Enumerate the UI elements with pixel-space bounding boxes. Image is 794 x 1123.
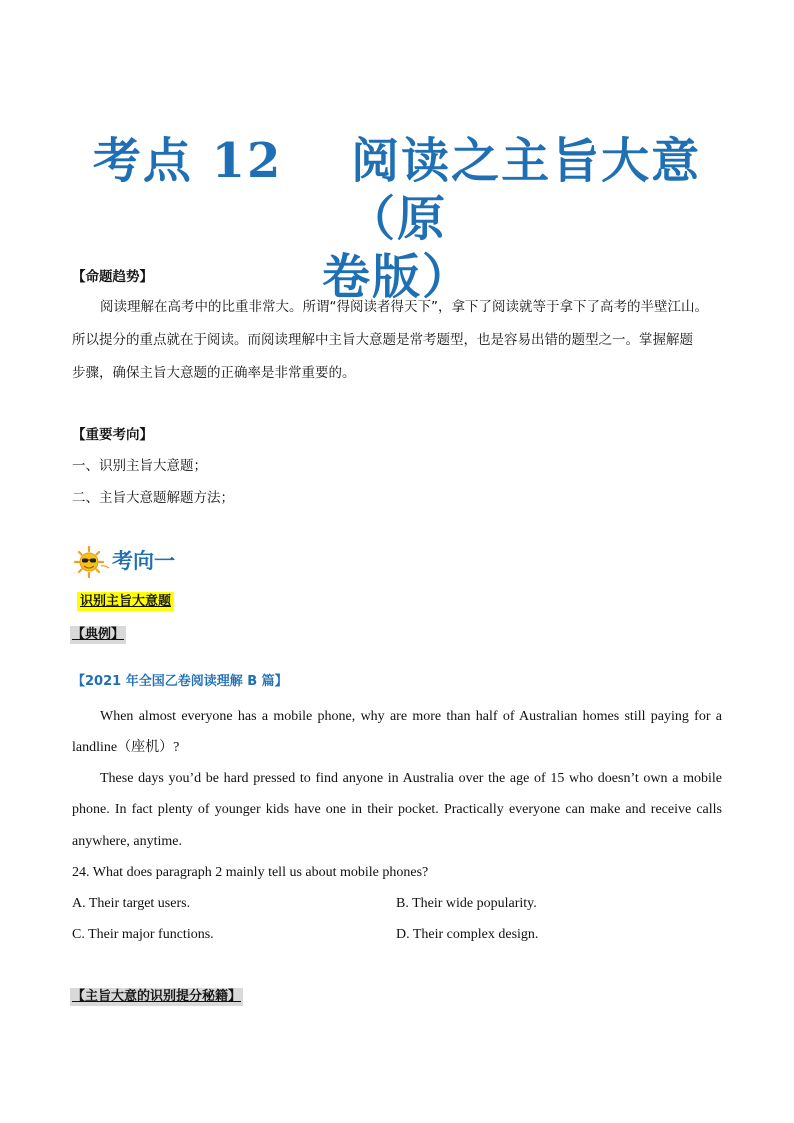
option-b: B. Their wide popularity. [396,896,537,911]
passage-para-2-line-1: These days you’d be hard pressed to find anyone in Australia over the age of 15 who doesn’t own a mobile [100,771,722,786]
title-line-2: 卷版） [321,249,472,305]
trend-heading: 【命题趋势】 [72,269,153,285]
section-label: 考向一 [112,549,175,573]
sun-with-sunglasses-icon [72,546,110,578]
focus-item-1: 一、识别主旨大意题； [72,458,207,474]
passage-para-1-line-2: landline（座机）? [72,740,180,755]
question-24: 24. What does paragraph 2 mainly tell us about mobile phones? [72,865,429,880]
passage-para-2-line-2: phone. In fact plenty of younger kids have one in their pocket. Practically everyone can make and receive calls [72,802,722,817]
option-a: A. Their target users. [72,896,191,911]
example-source: 【2021 年全国乙卷阅读理解 B 篇】 [72,674,288,689]
tips-heading: 【主旨大意的识别提分秘籍】 [72,989,242,1004]
passage-para-1-line-1: When almost everyone has a mobile phone, why are more than half of Australian homes still paying for a [100,709,722,724]
option-c: C. Their major functions. [72,927,214,942]
passage-para-2-line-3: anywhere, anytime. [72,834,183,849]
title-line-1: 考点 12 阅读之主旨大意（原 [92,133,702,247]
section-highlight-title: 识别主旨大意题 [77,592,174,611]
option-d: D. Their complex design. [396,927,539,942]
page-title [60,132,734,306]
focus-item-2: 二、主旨大意题解题方法； [72,490,234,506]
focus-heading: 【重要考向】 [72,427,153,443]
trend-paragraph-line-3: 步骤，确保主旨大意题的正确率是非常重要的。 [72,365,356,381]
example-heading: 【典例】 [72,627,125,642]
trend-paragraph-line-1: 阅读理解在高考中的比重非常大。所谓“得阅读者得天下”，拿下了阅读就等于拿下了高考的半壁江山。 [100,299,708,315]
trend-paragraph-line-2: 所以提分的重点就在于阅读。而阅读理解中主旨大意题是常考题型，也是容易出错的题型之一。掌握解题 [72,332,693,348]
